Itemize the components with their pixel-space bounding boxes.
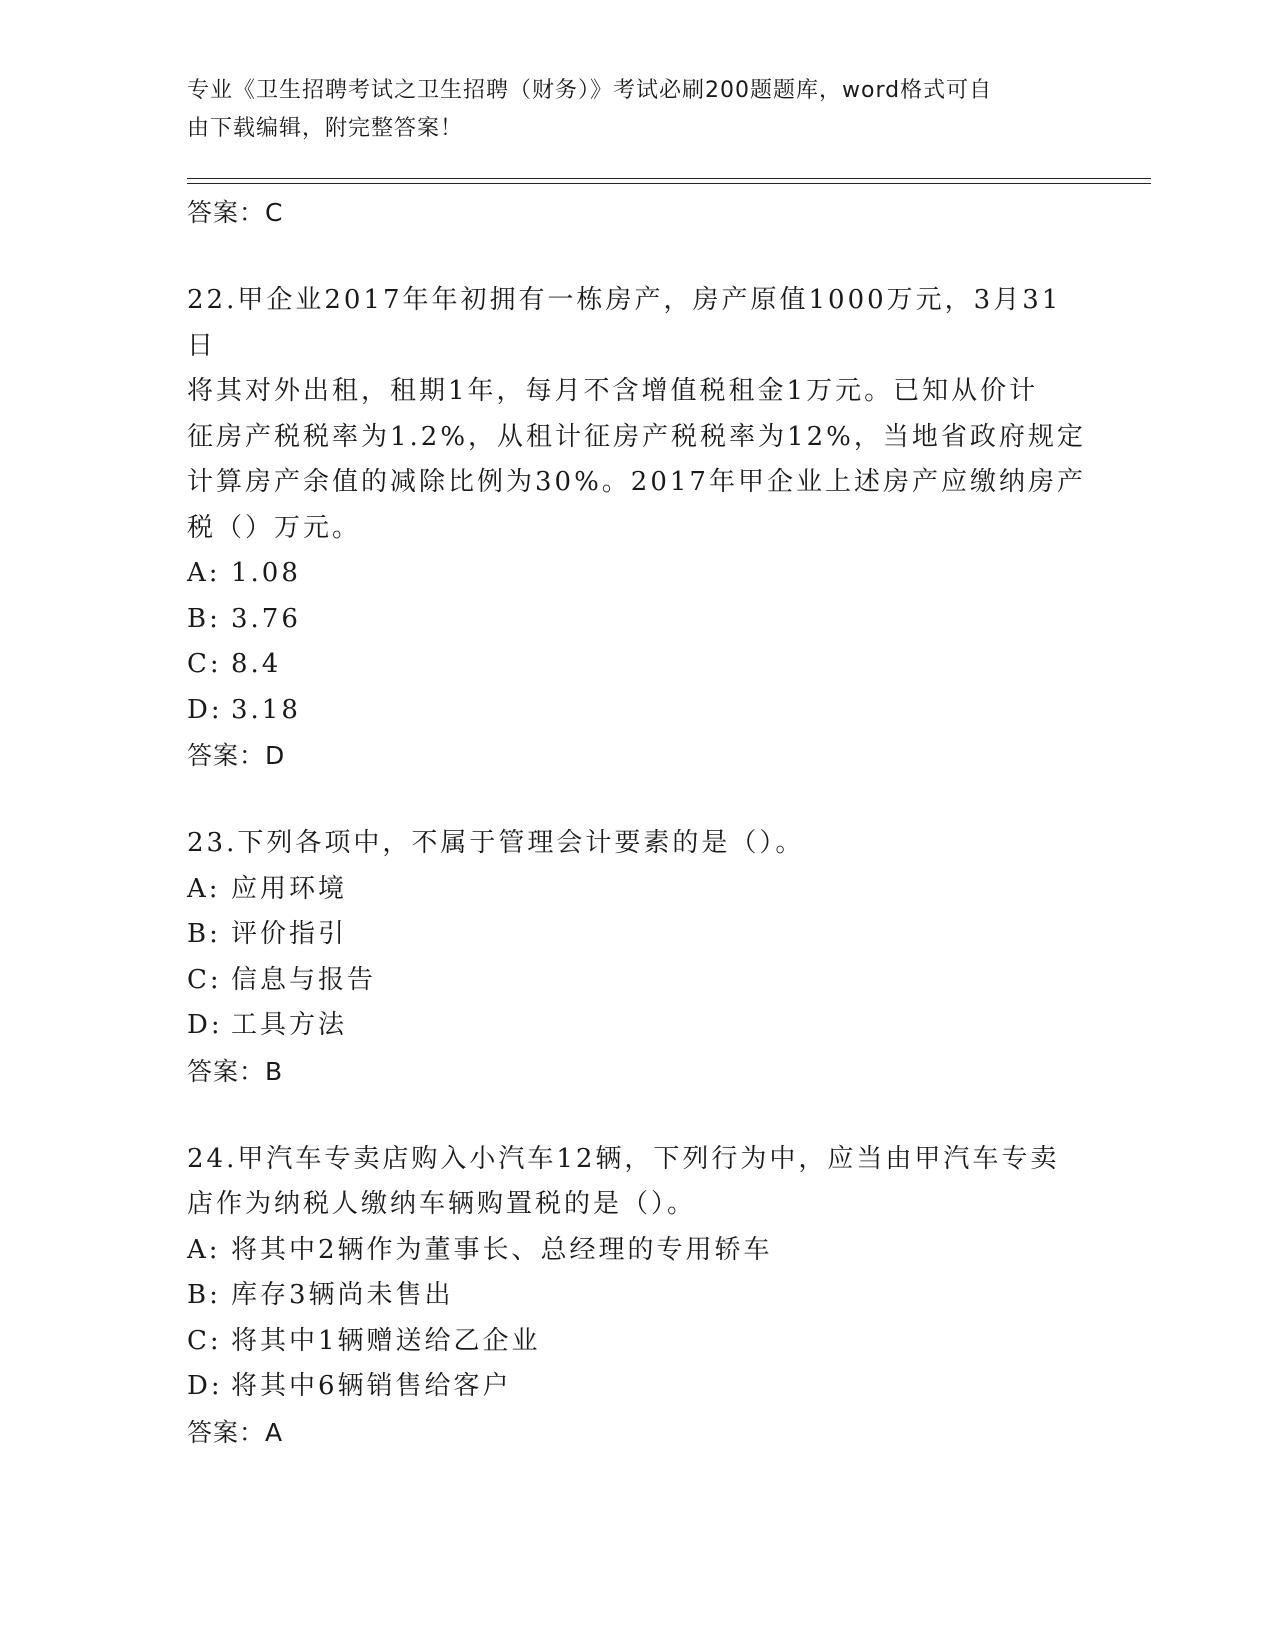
stem-line: 税（）万元。 <box>187 512 362 543</box>
option-a <box>187 1228 1087 1274</box>
option-text: 工具方法 <box>231 1010 348 1040</box>
question-24 <box>187 1137 1087 1456</box>
option-text: 将其中2辆作为董事长、总经理的专用轿车 <box>231 1234 773 1265</box>
option-a <box>187 867 1087 913</box>
option-text: 应用环境 <box>231 873 348 904</box>
option-b <box>187 912 1087 958</box>
option-letter: C: <box>187 649 222 679</box>
option-letter: C: <box>187 1325 222 1356</box>
stem-line: 征房产税税率为1.2%，从租计征房产税税率为12%，当地省政府规定 <box>187 421 1086 452</box>
option-letter: B: <box>187 1280 221 1310</box>
option-letter: D: <box>187 1371 223 1401</box>
stem-line: 将其对外出租，租期1年，每月不含增值税租金1万元。已知从价计 <box>187 376 1039 406</box>
question-22 <box>187 278 1087 779</box>
page-header <box>187 72 1067 148</box>
option-letter: B: <box>187 919 221 949</box>
stem-line: 22.甲企业2017年年初拥有一栋房产，房产原值1000万元，3月31日 <box>187 285 1062 361</box>
option-letter: D: <box>187 1010 223 1040</box>
option-text: 将其中6辆销售给客户 <box>231 1371 512 1401</box>
option-d <box>187 1003 1087 1049</box>
option-text: 信息与报告 <box>231 964 377 995</box>
option-letter: B: <box>187 603 221 634</box>
option-letter: A: <box>187 558 221 588</box>
option-letter: A: <box>187 1234 221 1265</box>
header-line-2: 由下载编辑，附完整答案！ <box>187 116 464 141</box>
option-c <box>187 958 1087 1004</box>
header-line-1: 专业《卫生招聘考试之卫生招聘（财务）》考试必刷200题题库，word格式可自 <box>187 78 993 103</box>
option-text: 将其中1辆赠送给乙企业 <box>231 1325 541 1356</box>
option-c <box>187 1319 1087 1365</box>
option-a <box>187 551 1087 597</box>
option-text: 3.76 <box>231 603 301 634</box>
answer-line: 答案：B <box>187 1056 284 1086</box>
question-stem <box>187 1137 1087 1228</box>
question-23 <box>187 821 1087 1095</box>
option-b <box>187 597 1087 643</box>
option-text: 评价指引 <box>231 919 348 949</box>
option-d <box>187 688 1087 734</box>
header-divider <box>187 178 1151 179</box>
option-text: 1.08 <box>231 558 301 588</box>
stem-line: 23.下列各项中，不属于管理会计要素的是（）。 <box>187 828 805 858</box>
header-divider-second <box>187 183 1151 184</box>
stem-line: 计算房产余值的减除比例为30%。2017年甲企业上述房产应缴纳房产 <box>187 467 1086 497</box>
question-stem <box>187 821 1087 867</box>
option-letter: D: <box>187 694 223 725</box>
stem-line: 24.甲汽车专卖店购入小汽车12辆，下列行为中，应当由甲汽车专卖 <box>187 1143 1060 1174</box>
option-b <box>187 1273 1087 1319</box>
answer-line: 答案：A <box>187 1417 284 1447</box>
question-stem <box>187 278 1087 551</box>
previous-answer: 答案：C <box>187 198 284 227</box>
option-text: 3.18 <box>231 694 301 725</box>
option-c <box>187 642 1087 688</box>
option-text: 库存3辆尚未售出 <box>231 1280 454 1310</box>
answer-line: 答案：D <box>187 741 286 770</box>
option-letter: C: <box>187 964 222 995</box>
option-d <box>187 1364 1087 1410</box>
option-letter: A: <box>187 873 221 904</box>
option-text: 8.4 <box>231 649 282 679</box>
stem-line: 店作为纳税人缴纳车辆购置税的是（）。 <box>187 1189 697 1219</box>
document-body <box>187 190 1087 1456</box>
